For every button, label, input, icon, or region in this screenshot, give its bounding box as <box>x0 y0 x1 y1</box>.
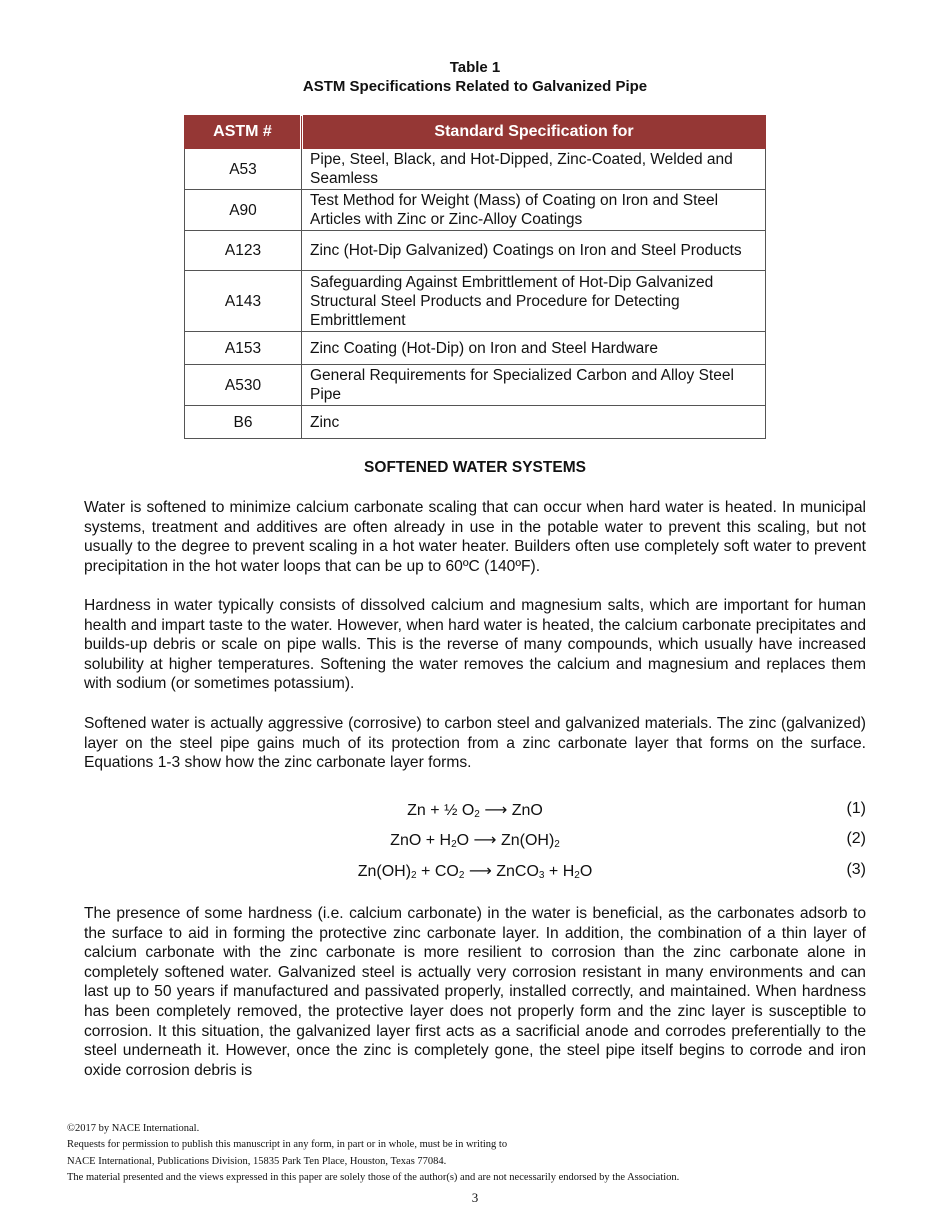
body-paragraph: Softened water is actually aggressive (corrosive) to carbon steel and galvanized materials. The zinc (galvanized) layer on the steel pipe gains much of its protection from a zinc carbonate layer that forms on the surface. Equations 1-3 show how the zinc carbonate layer forms. <box>84 715 866 772</box>
astm-code-cell: A90 <box>185 190 302 231</box>
astm-code-cell: B6 <box>185 406 302 439</box>
equation-3 <box>84 861 866 883</box>
equation-expression: Zn + ½ $O_2$ ⟶ ZnO <box>407 802 543 820</box>
body-paragraph: Hardness in water typically consists of dissolved calcium and magnesium salts, which are important for human health and impart taste to the water. However, when hard water is heated, the calcium carbonate precipitates and builds-up debris or scale on pipe walls. This is the reverse of many compounds, which usually have increased solubility at higher temperatures. Softening the water removes the calcium and magnesium and replaces them with sodium (or sometimes potassium). <box>84 597 866 693</box>
table-caption-title: ASTM Specifications Related to Galvanized Pipe <box>302 78 648 95</box>
astm-spec-table <box>184 115 766 439</box>
address-line: NACE International, Publications Division, 15835 Park Ten Place, Houston, Texas 77084. <box>67 1156 447 1167</box>
astm-code-cell: A123 <box>185 231 302 271</box>
equation-number: (2) <box>846 830 866 847</box>
table-row <box>185 406 766 439</box>
equation-number: (1) <box>846 800 866 817</box>
astm-code-cell: A153 <box>185 332 302 365</box>
header-standard-spec: Standard Specification for <box>302 116 766 149</box>
table-row <box>185 149 766 190</box>
spec-cell: Test Method for Weight (Mass) of Coating on Iron and Steel Articles with Zinc or Zinc-Alloy Coatings <box>302 190 766 231</box>
equation-number: (3) <box>846 861 866 878</box>
disclaimer-line: The material presented and the views expressed in this paper are solely those of the author(s) and are not necessarily endorsed by the Association. <box>67 1172 680 1183</box>
permission-line: Requests for permission to publish this manuscript in any form, in part or in whole, must be in writing to <box>67 1139 508 1150</box>
table-row <box>185 190 766 231</box>
page-number: 3 <box>471 1190 479 1205</box>
astm-code-cell: A530 <box>185 365 302 406</box>
spec-cell: Safeguarding Against Embrittlement of Hot-Dip Galvanized Structural Steel Products and Procedure for Detecting Embrittlement <box>302 271 766 332</box>
spec-cell: Zinc <box>302 406 766 439</box>
equation-1 <box>84 800 866 822</box>
spec-cell: Zinc (Hot-Dip Galvanized) Coatings on Iron and Steel Products <box>302 231 766 271</box>
astm-code-cell: A143 <box>185 271 302 332</box>
reaction-arrow-icon: ⟶ <box>484 802 508 819</box>
astm-code-cell: A53 <box>185 149 302 190</box>
table-header-row <box>185 116 766 149</box>
table-caption-number: Table 1 <box>449 59 501 76</box>
section-heading: SOFTENED WATER SYSTEMS <box>364 459 586 476</box>
header-astm-number: ASTM # <box>185 116 302 149</box>
reaction-arrow-icon: ⟶ <box>468 863 492 880</box>
spec-cell: General Requirements for Specialized Carbon and Alloy Steel Pipe <box>302 365 766 406</box>
equation-2 <box>84 830 866 852</box>
body-paragraph: Water is softened to minimize calcium carbonate scaling that can occur when hard water is heated. In municipal systems, treatment and additives are often already in use in the potable water to prevent this scaling, but not usually to the degree to prevent scaling in a hot water heater. Builders often use completely soft water to prevent precipitation in the hot water loops that can be up to 60ºC (140ºF). <box>84 499 866 575</box>
table-row <box>185 332 766 365</box>
table-row <box>185 365 766 406</box>
equation-expression: ZnO + $H_2O$ ⟶ $Zn(OH)_2$ <box>390 832 560 850</box>
spec-cell: Pipe, Steel, Black, and Hot-Dipped, Zinc-Coated, Welded and Seamless <box>302 149 766 190</box>
body-paragraph: The presence of some hardness (i.e. calcium carbonate) in the water is beneficial, as the carbonates adsorb to the surface to aid in forming the protective zinc carbonate layer. In addition, the combination of a thin layer of calcium carbonate with the zinc carbonate is more resilient to corrosion than the zinc carbonate alone in completely softened water. Galvanized steel is actually very corrosion resistant in many environments and can last up to 50 years if manufactured and passivated properly, installed correctly, and maintained. When hardness has been completely removed, the protective layer does not properly form and the zinc layer is susceptible to corrosion. It this situation, the galvanized layer first acts as a sacrificial anode and corrodes preferentially to the steel underneath it. However, once the zinc is completely gone, the steel pipe itself begins to corrode and iron oxide corrosion debris is <box>84 905 866 1079</box>
table-row <box>185 231 766 271</box>
table-row <box>185 271 766 332</box>
reaction-arrow-icon: ⟶ <box>473 832 497 849</box>
copyright-line: ©2017 by NACE International. <box>67 1123 200 1134</box>
spec-cell: Zinc Coating (Hot-Dip) on Iron and Steel Hardware <box>302 332 766 365</box>
equation-expression: $Zn(OH)_2 + CO_2$ ⟶ ZnCO$_3$ + $H_2O$ <box>357 863 593 881</box>
